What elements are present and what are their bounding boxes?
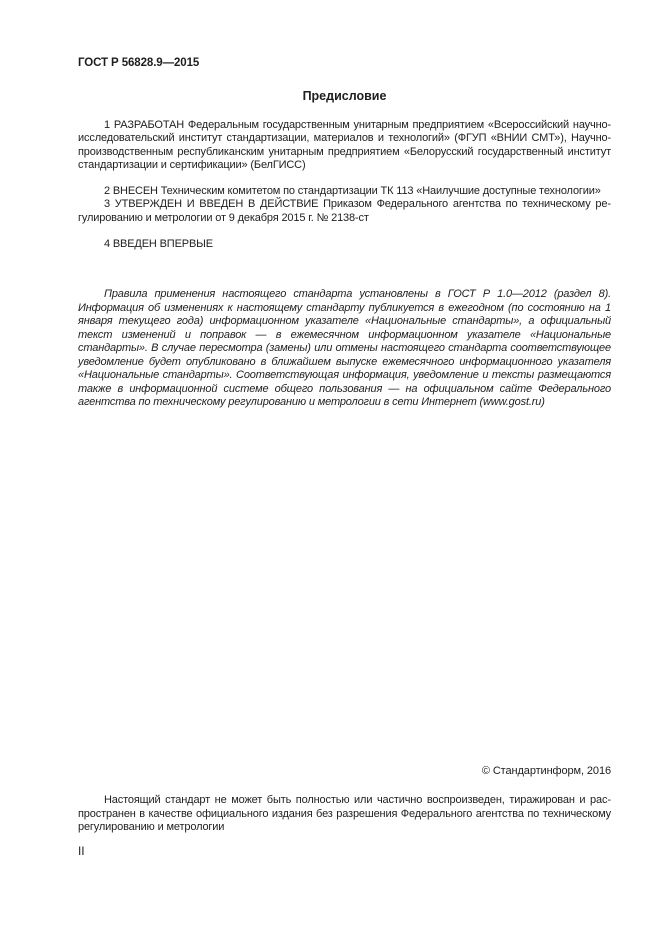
- page-number: II: [78, 843, 85, 858]
- document-number: ГОСТ Р 56828.9—2015: [78, 57, 200, 69]
- page-footer: [78, 765, 611, 858]
- reproduction-restriction-text: Настоящий стандарт не может быть полностью или частично воспроизведен, тиражирован и распространен в качестве официального издания без разрешения Федерального агентства по техническому регулированию и метрологии: [78, 794, 611, 833]
- preface-clause-developed: 1 РАЗРАБОТАН Федеральным государственным унитарным предприятием «Всероссийский научно-исследовательский институт стандартизации, материалов и технологий» (ФГУП «ВНИИ СМТ»), Научно-производственным республиканским унитарным предприятием «Белорусский государственный институт стандартизации и сертификации» (БелГИСС): [78, 119, 611, 171]
- copyright-notice: © Стандартинформ, 2016: [481, 765, 611, 777]
- preface-clause-first-edition: 4 ВВЕДЕН ВПЕРВЫЕ: [104, 238, 213, 251]
- page-title: Предисловие: [302, 89, 387, 103]
- preface-clause-approved: 3 УТВЕРЖДЕН И ВВЕДЕН В ДЕЙСТВИЕ Приказом Федерального агентства по техническому регулированию и метрологии от 9 декабря 2015 г. № 2138-ст: [78, 198, 611, 224]
- application-rules-note: Правила применения настоящего стандарта установлены в ГОСТ Р 1.0—2012 (раздел 8). Информация об изменениях к настоящему стандарту публикуется в ежегодном (по состоянию на 1 января текущего года) информационном указателе «Национальные стандарты», а официальный текст изменений и поправок — в ежемесячном информационном указателе «Национальные стандарты». В случае пересмотра (замены) или отмены настоящего стандарта соответствующее уведомление будет опубликовано в ближайшем выпуске ежемесячного информационного указателя «Национальные стандарты». Соответствующая информация, уведомление и тексты размещаются также в информационной системе общего пользования — на официальном сайте Федерального агентства по техническому регулированию и метрологии в сети Интернет (www.gost.ru): [78, 288, 611, 409]
- preface-clause-submitted: 2 ВНЕСЕН Техническим комитетом по стандартизации ТК 113 «Наилучшие доступные технологии»: [104, 185, 601, 198]
- preface-section: [78, 57, 611, 410]
